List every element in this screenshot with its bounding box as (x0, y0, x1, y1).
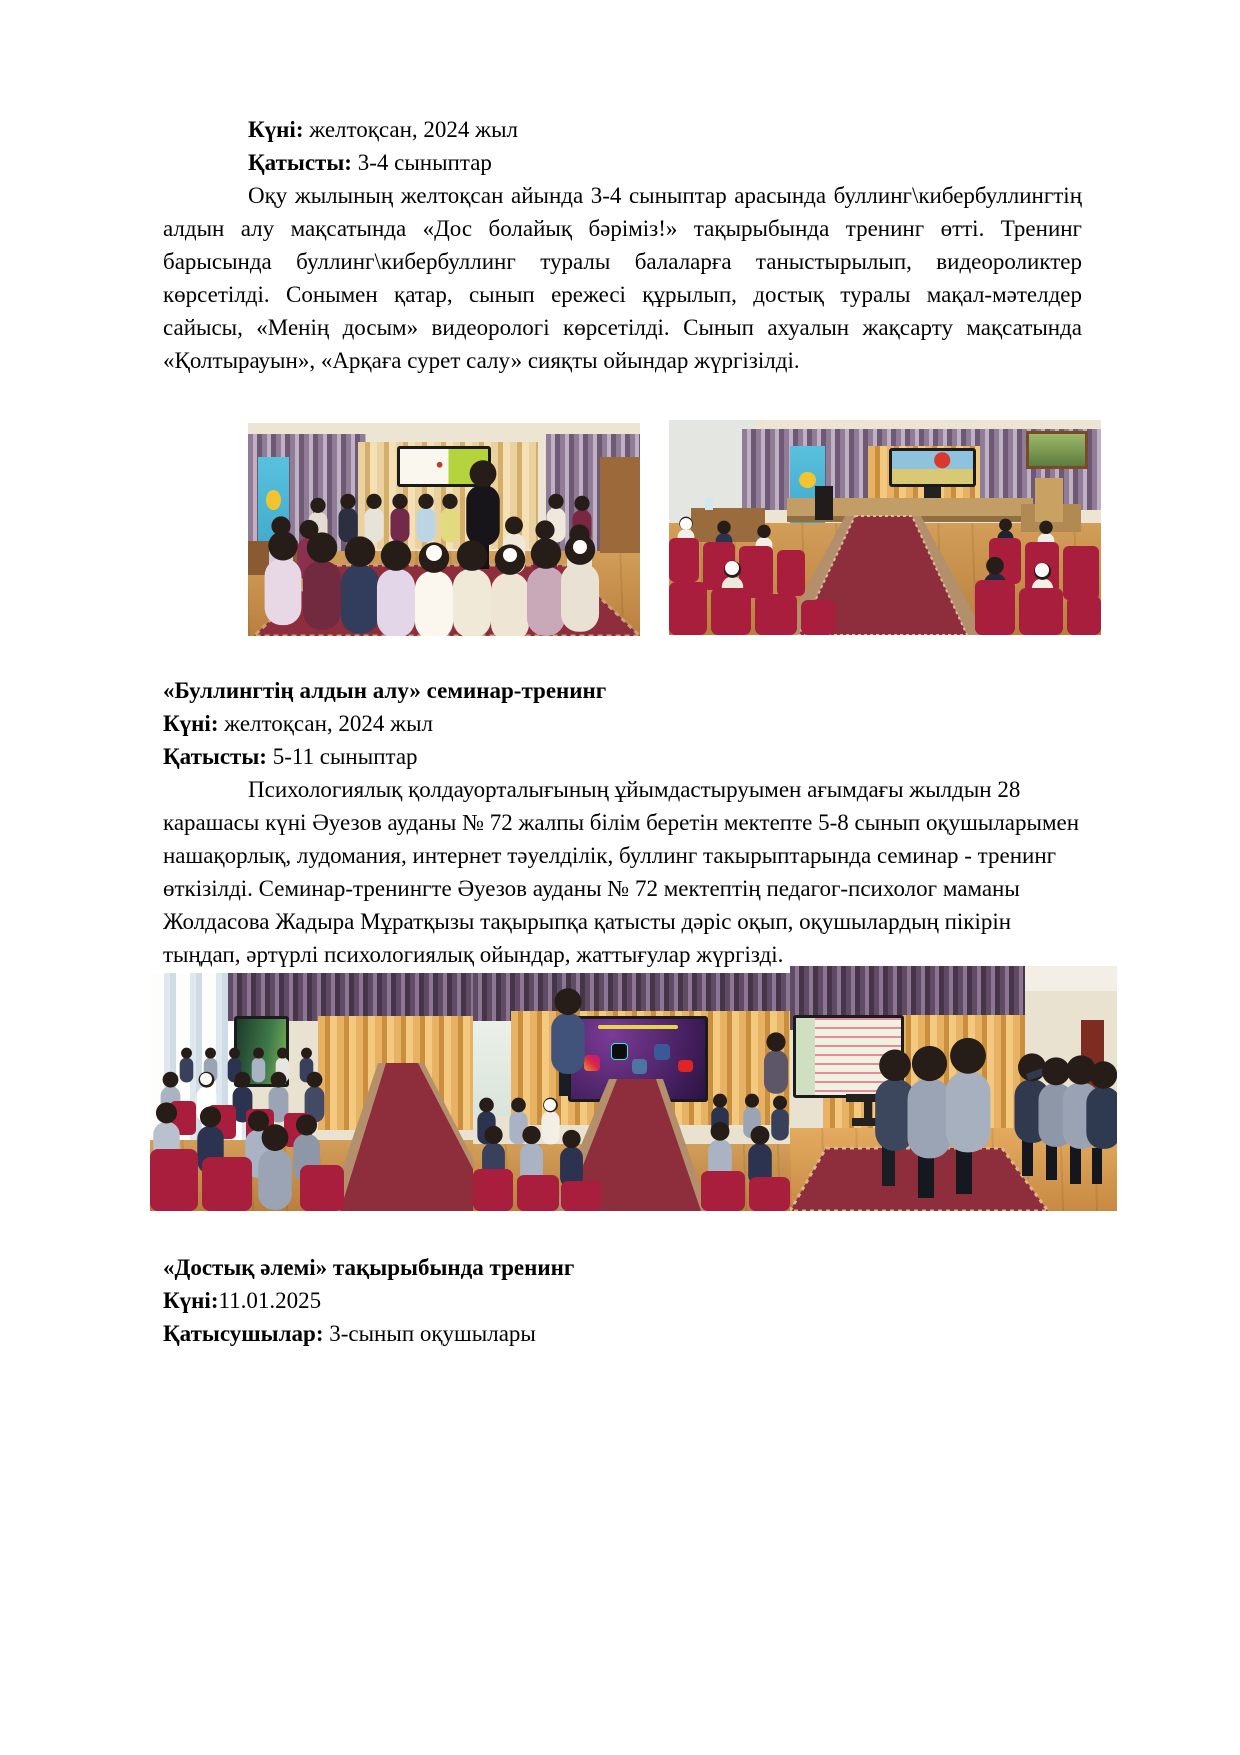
participants-value: 3-4 сыныптар (351, 150, 492, 175)
photo-training-circle (248, 423, 640, 636)
photo-illustration-people (248, 423, 640, 636)
photo-assembly-hall (669, 420, 1101, 635)
photo-seminar-left (150, 973, 473, 1211)
date-label: Күні: (248, 117, 304, 142)
section1-paragraph: Оқу жылының желтоқсан айында 3-4 сыныптар арасында буллинг\кибербуллингтің алдын алу мақсатында «Дос болайық бәріміз!» тақырыбында тренинг өтті. Тренинг барысында буллинг\кибербуллинг туралы балаларға таныстырылып, видеороликтер көрсетілді. Сонымен қатар, сынып ережесі құрылып, достық туралы мақал-мәтелдер сайысы, «Менің досым» видеорологі көрсетілді. Сынып ахуалын жақсарту мақсатында «Қолтырауын», «Арқаға сурет салу» сияқты ойындар жүргізілді. (163, 183, 1082, 373)
date-value: желтоқсан, 2024 жыл (218, 711, 434, 736)
photo-illustration-people (669, 420, 1101, 635)
participants-value: 3-сынып оқушылары (323, 1321, 536, 1346)
date-value: желтоқсан, 2024 жыл (303, 117, 519, 142)
section1-date-line (163, 113, 1082, 146)
section1-participants-line (163, 146, 1082, 179)
section2-date-line (163, 707, 1082, 740)
section2-heading: «Буллингтің алдын алу» семинар-тренинг (163, 678, 607, 703)
photo-seminar-screen (473, 973, 790, 1211)
photo-row-1 (248, 423, 1082, 636)
date-label: Күні: (163, 711, 219, 736)
section2-participants-line (163, 740, 1082, 773)
section3-date-line (163, 1284, 1082, 1317)
photo-illustration-people (790, 966, 1117, 1211)
photo-row-2 (150, 973, 1082, 1211)
photo-illustration-people (473, 973, 790, 1211)
photo-illustration-people (150, 973, 473, 1211)
participants-label: Қатысты: (163, 744, 267, 769)
section3-heading: «Достық әлемі» тақырыбында тренинг (163, 1255, 575, 1280)
section2-paragraph: Психологиялық қолдауорталығының ұйымдастыруымен ағымдағы жылдын 28 карашасы күні Әуезов ауданы № 72 жалпы білім беретін мектепте 5-8 сынып оқушыларымен нашақорлық, лудомания, интернет тәуелділік, буллинг такырыптарында семинар - тренинг өткізілді. Семинар-тренингте Әуезов ауданы № 72 мектептің педагог-психолог маманы Жолдасова Жадыра Мұратқызы тақырыпқа қатысты дәріс оқып, оқушылардың пікірін тыңдап, әртүрлі психологиялық ойындар, жаттығулар жүргізді. (163, 777, 1080, 967)
photo-seminar-right (790, 966, 1117, 1211)
date-value: 11.01.2025 (218, 1288, 322, 1313)
participants-label: Қатысты: (248, 150, 352, 175)
date-label: Күні: (163, 1288, 219, 1313)
section3-participants-line (163, 1317, 1082, 1350)
participants-value: 5-11 сыныптар (266, 744, 418, 769)
participants-label: Қатысушылар: (163, 1321, 324, 1346)
